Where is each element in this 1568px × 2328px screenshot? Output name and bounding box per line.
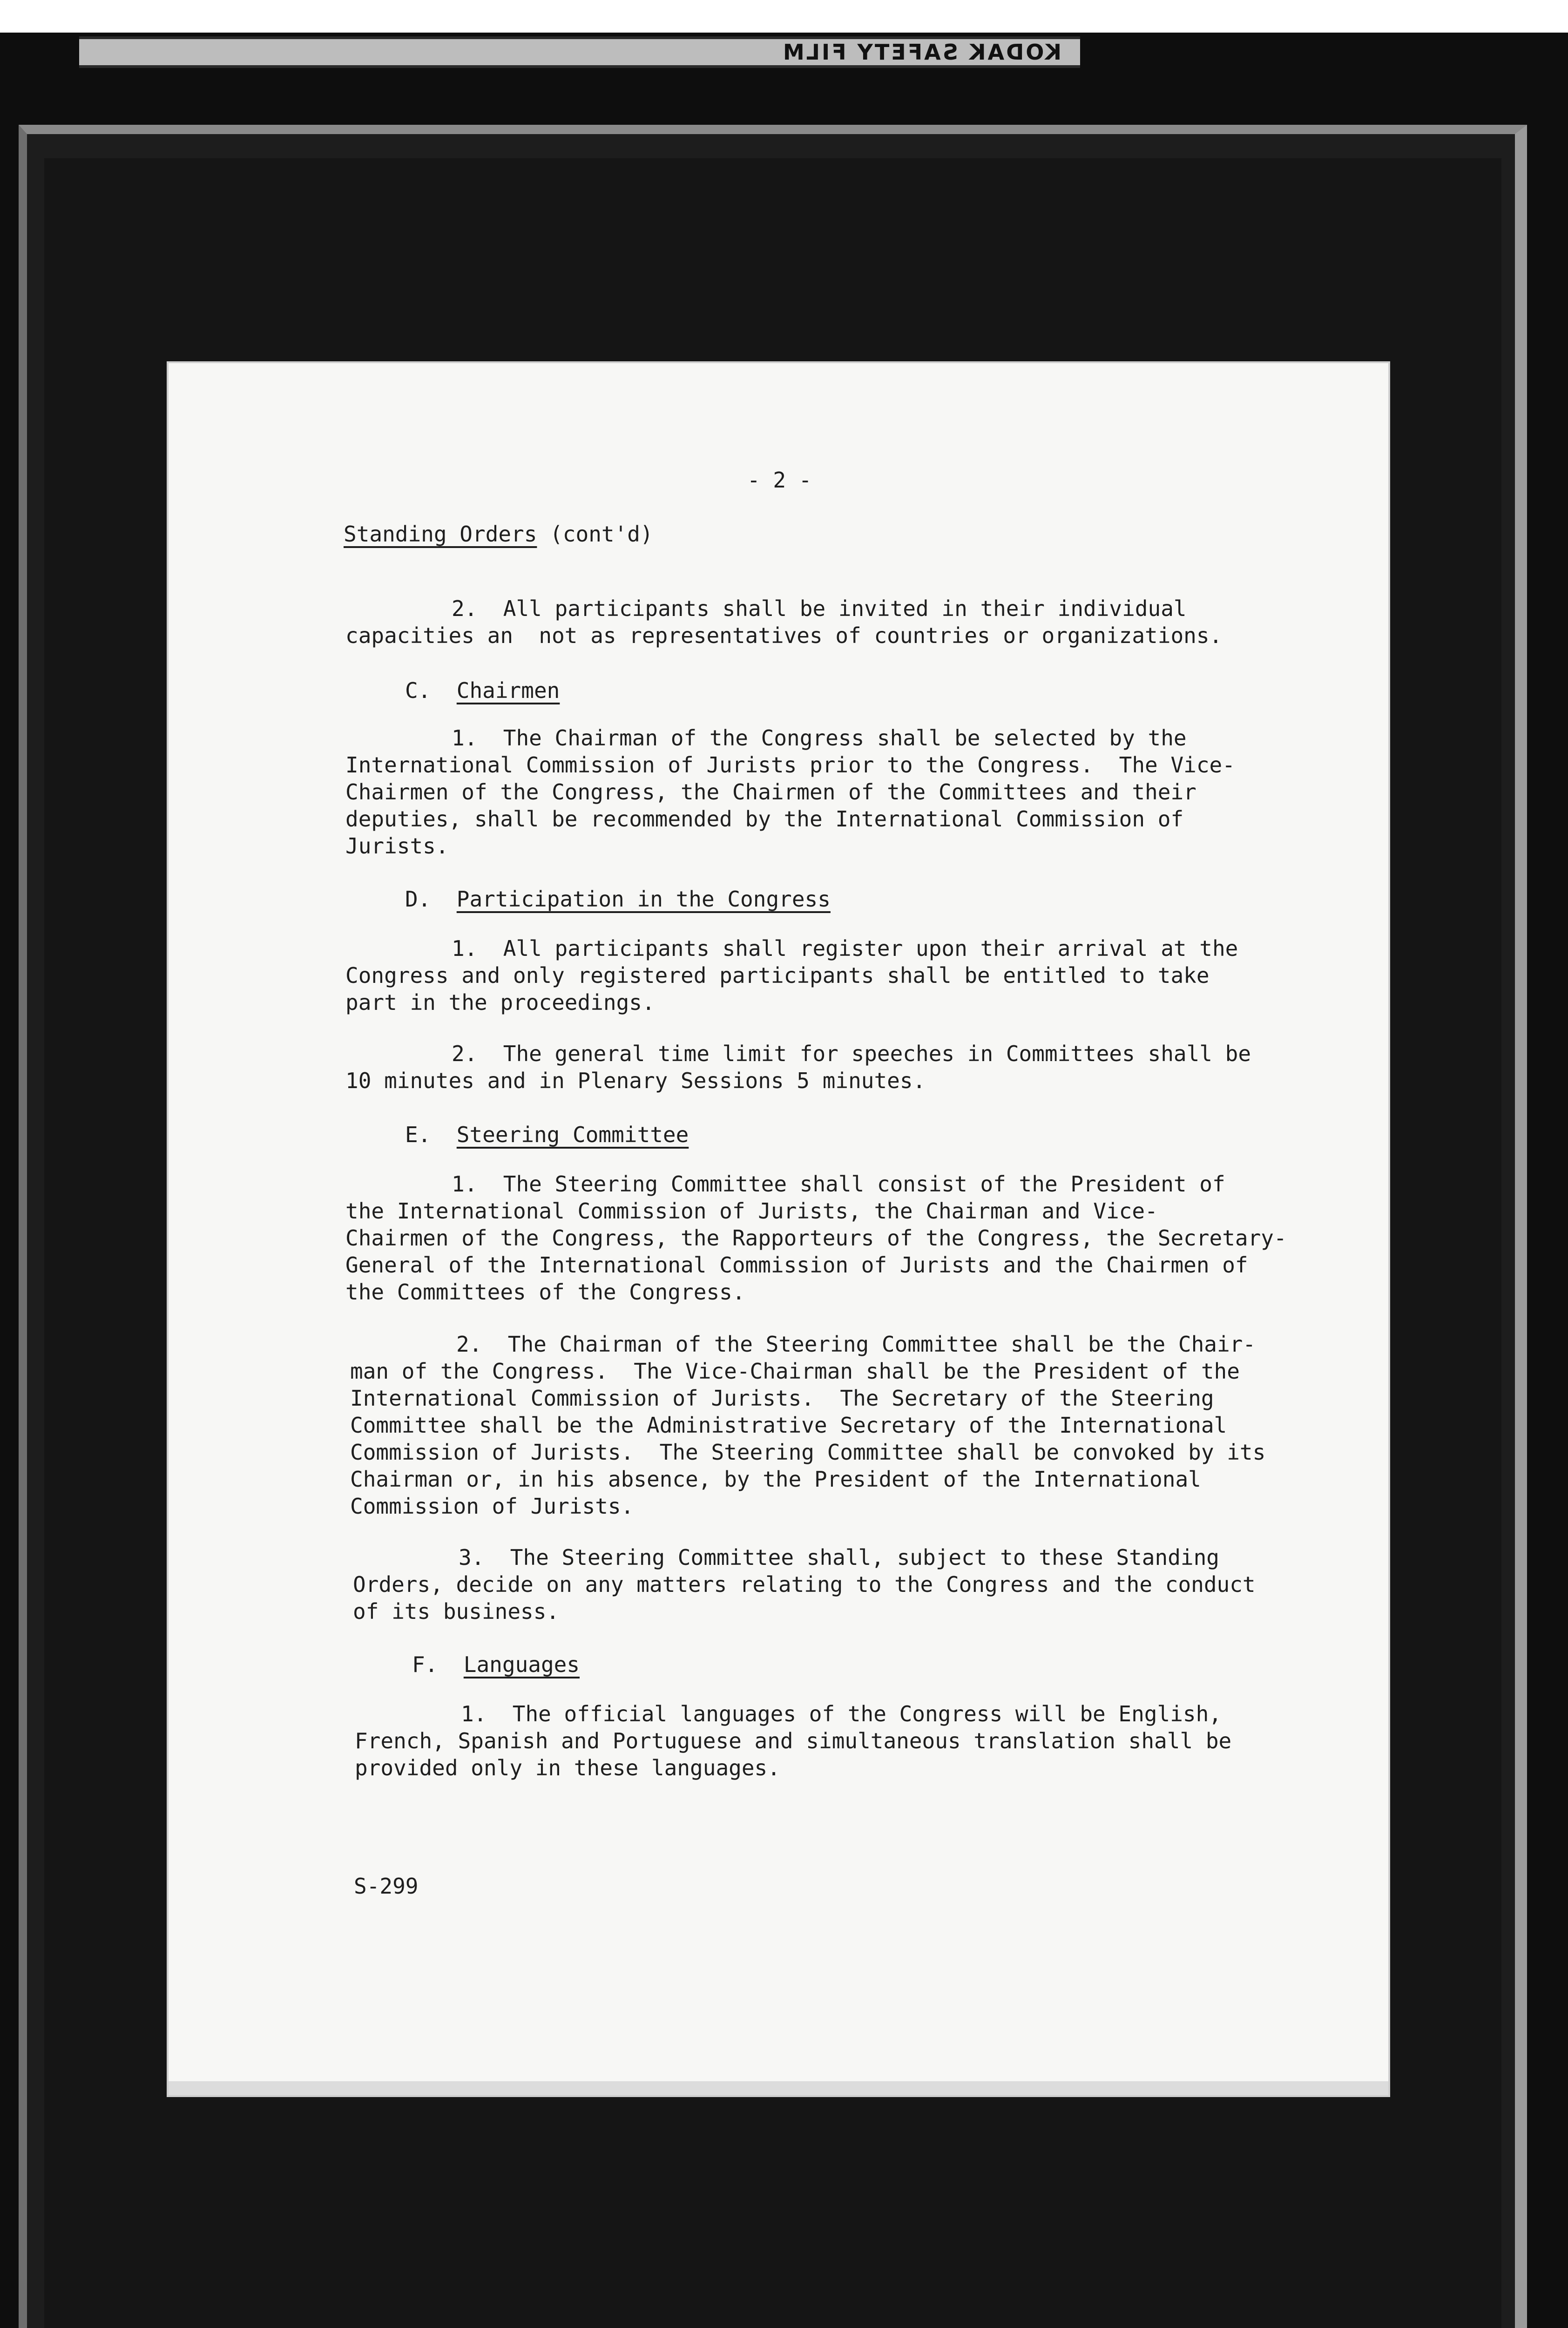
para-e2-line3: International Commission of Jurists. The Secretary of the Steering (350, 1386, 1214, 1411)
heading-suffix: (cont'd) (537, 521, 653, 547)
section-c-heading (405, 677, 560, 704)
para-e1-line4: General of the International Commission of Jurists and the Chairmen of (345, 1252, 1248, 1278)
document-heading (344, 521, 653, 548)
para-e3-line2: Orders, decide on any matters relating to the Congress and the conduct (353, 1572, 1256, 1597)
para-c1-line3: Chairmen of the Congress, the Chairmen of the Committees and their (345, 779, 1196, 805)
para-c1-line4: deputies, shall be recommended by the International Commission of (345, 806, 1184, 832)
section-c-title: Chairmen (456, 678, 560, 703)
section-d-heading (405, 886, 831, 913)
para-d1-line3: part in the proceedings. (345, 990, 655, 1015)
para-c1-line2: International Commission of Jurists prior to the Congress. The Vice- (345, 752, 1235, 778)
para-b2-line2: capacities an not as representatives of countries or organizations. (345, 623, 1223, 648)
film-edge-strip (79, 36, 1080, 68)
para-c1-line1: 1. The Chairman of the Congress shall be selected by the (452, 725, 1187, 751)
para-e2-line4: Committee shall be the Administrative Secretary of the International (350, 1413, 1227, 1438)
para-b2-line1: 2. All participants shall be invited in their individual (452, 596, 1187, 621)
section-e-heading (405, 1121, 689, 1148)
para-e2-line6: Chairman or, in his absence, by the President of the International (350, 1467, 1201, 1492)
para-e2-line1: 2. The Chairman of the Steering Committee shall be the Chair- (456, 1332, 1256, 1357)
section-c-letter: C. (405, 678, 457, 703)
section-d-title: Participation in the Congress (456, 887, 831, 912)
page-bottom-edge (169, 2081, 1388, 2095)
para-e1-line2: the International Commission of Jurists, the Chairman and Vice- (345, 1198, 1158, 1224)
film-edge-text: KODAK SAFETY FILM (781, 40, 1061, 65)
para-e3-line3: of its business. (353, 1599, 560, 1624)
document-reference: S-299 (354, 1874, 419, 1899)
section-d-letter: D. (405, 887, 457, 912)
page-number: - 2 - (747, 467, 812, 493)
para-e2-line5: Commission of Jurists. The Steering Committee shall be convoked by its (350, 1440, 1266, 1465)
section-e-letter: E. (405, 1122, 457, 1147)
para-f1-line3: provided only in these languages. (355, 1755, 780, 1780)
para-e1-line5: the Committees of the Congress. (345, 1279, 745, 1305)
section-e-title: Steering Committee (456, 1122, 689, 1147)
para-d2-line2: 10 minutes and in Plenary Sessions 5 minutes. (345, 1068, 926, 1093)
para-e1-line3: Chairmen of the Congress, the Rapporteurs of the Congress, the Secretary- (345, 1225, 1287, 1251)
para-f1-line2: French, Spanish and Portuguese and simultaneous translation shall be (355, 1728, 1232, 1753)
section-f-letter: F. (412, 1652, 464, 1677)
heading-main: Standing Orders (344, 521, 537, 547)
para-e3-line1: 3. The Steering Committee shall, subject to these Standing (459, 1545, 1219, 1570)
para-f1-line1: 1. The official languages of the Congress will be English, (461, 1701, 1222, 1726)
para-d1-line2: Congress and only registered participants shall be entitled to take (345, 963, 1210, 988)
para-e1-line1: 1. The Steering Committee shall consist of the President of (452, 1171, 1225, 1197)
para-d2-line1: 2. The general time limit for speeches in Committees shall be (452, 1041, 1251, 1066)
para-e2-line2: man of the Congress. The Vice-Chairman shall be the President of the (350, 1359, 1240, 1384)
section-f-title: Languages (463, 1652, 580, 1677)
section-f-heading (412, 1651, 580, 1678)
para-c1-line5: Jurists. (345, 833, 449, 859)
para-d1-line1: 1. All participants shall register upon their arrival at the (452, 936, 1238, 961)
para-e2-line7: Commission of Jurists. (350, 1494, 634, 1519)
